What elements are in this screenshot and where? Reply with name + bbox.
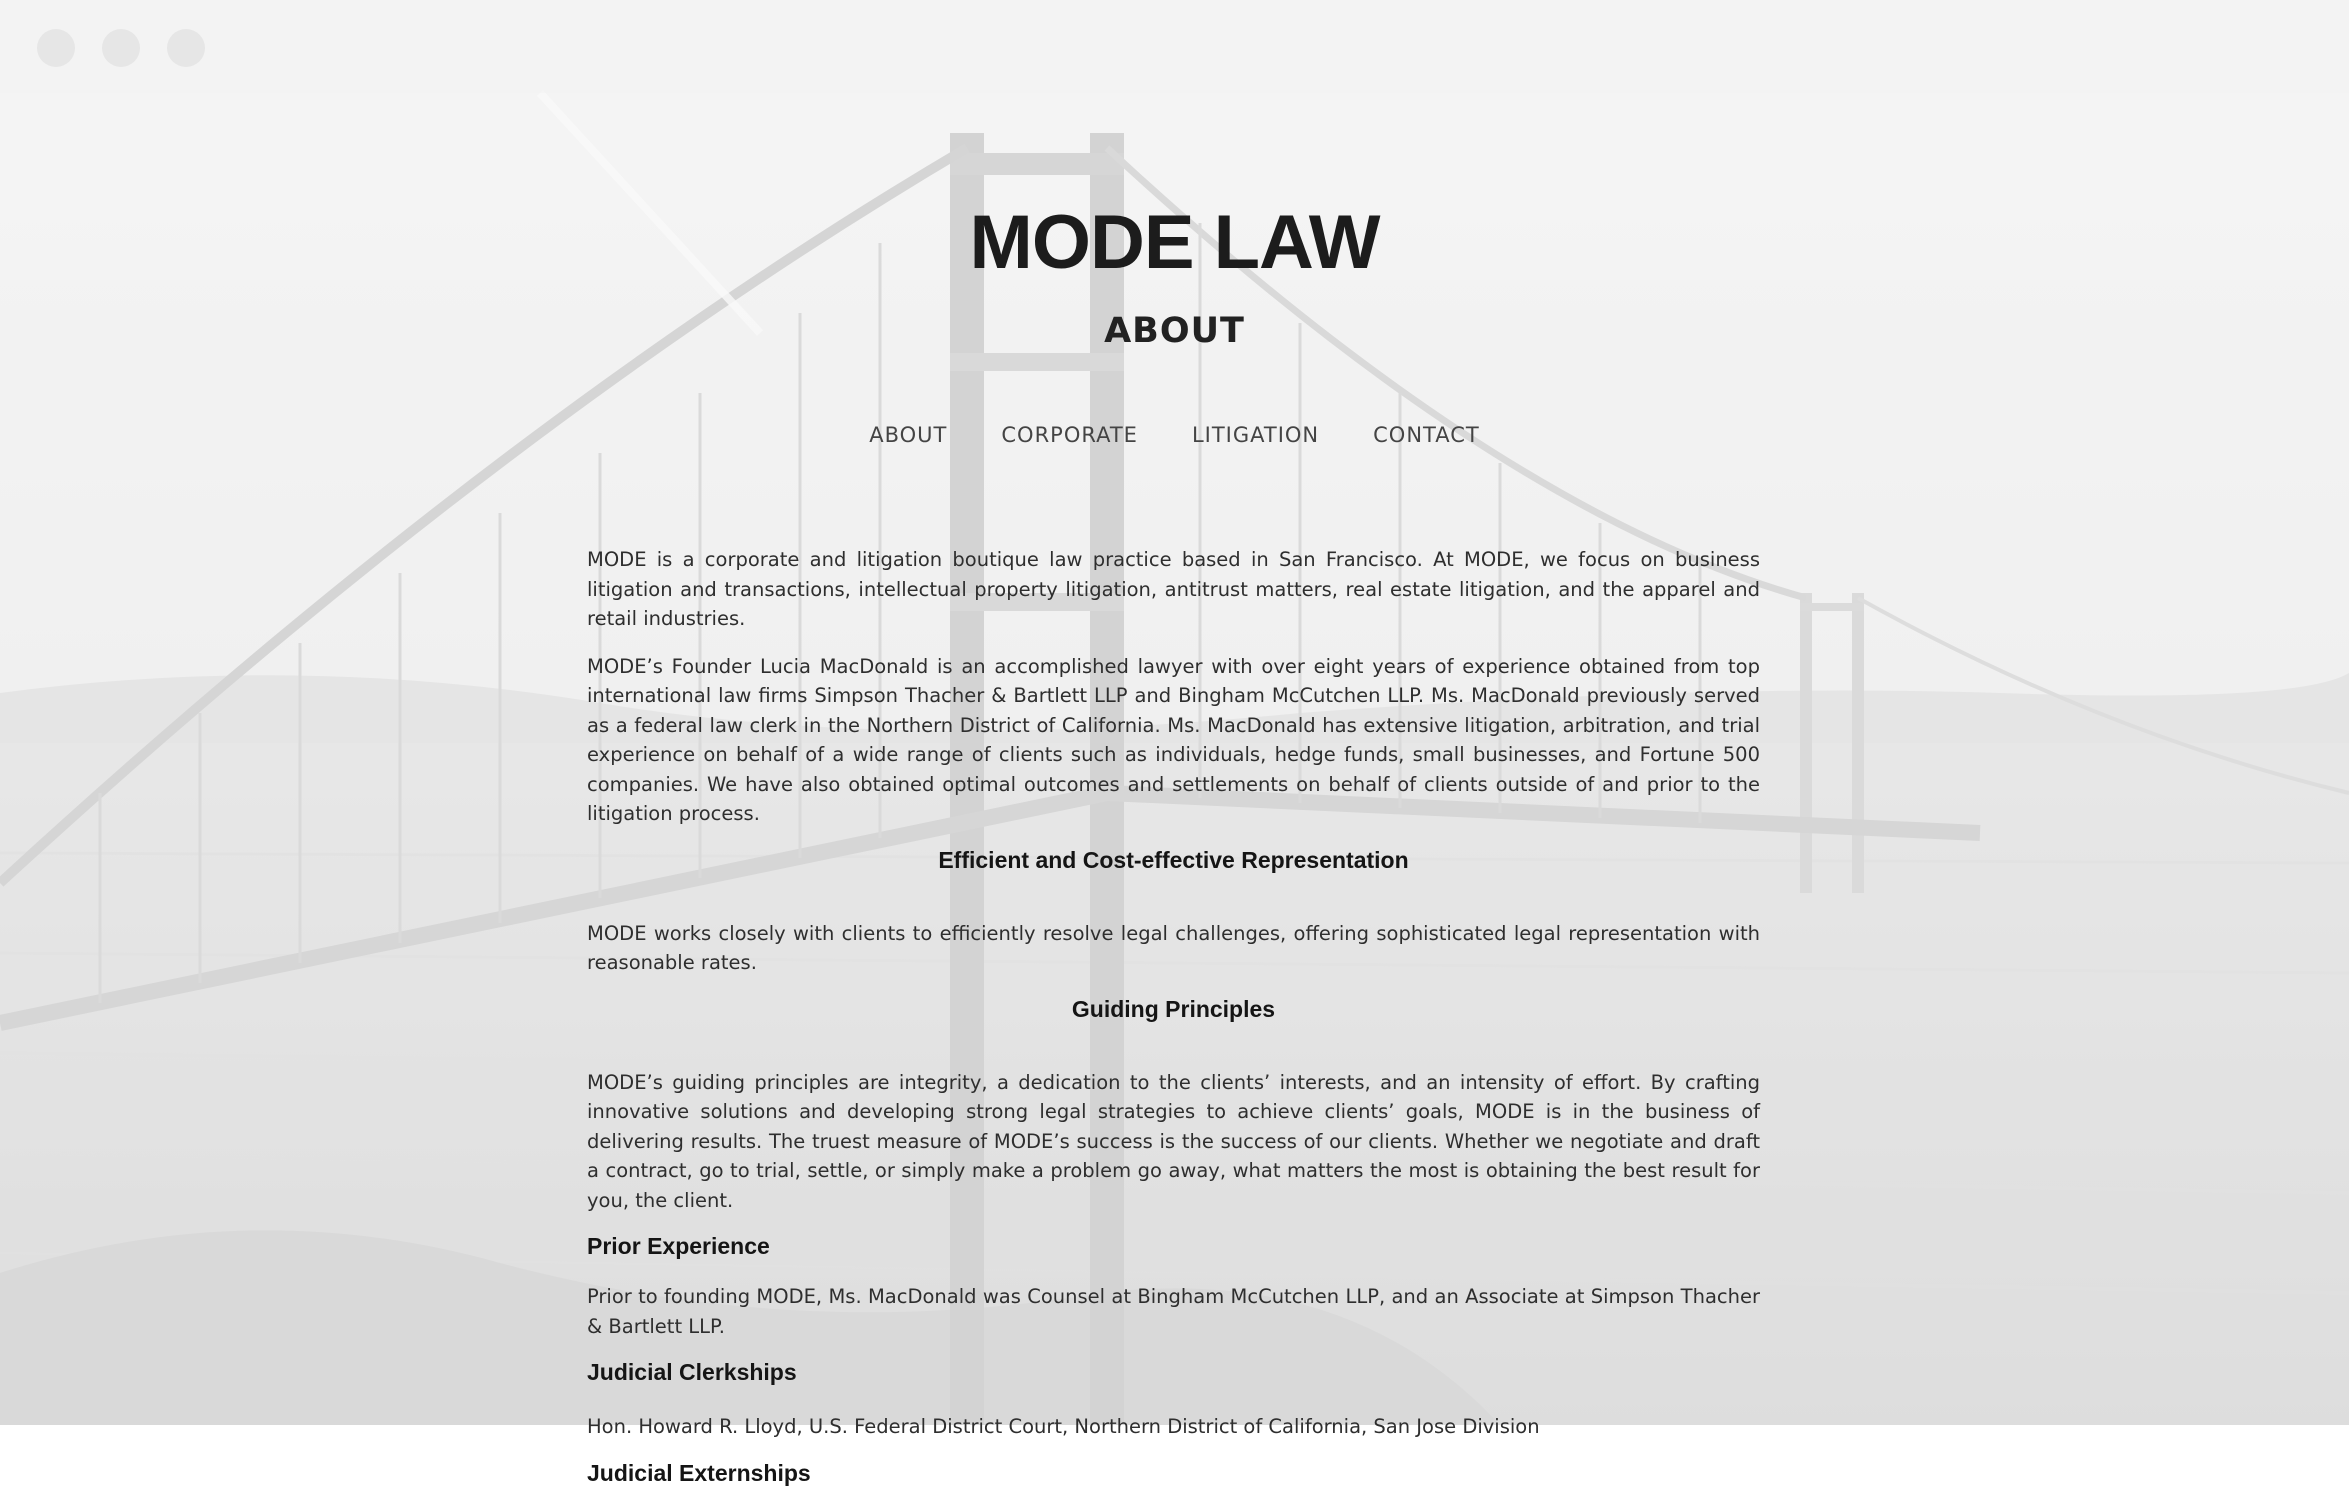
prior-experience-heading: Prior Experience bbox=[587, 1233, 770, 1259]
about-content bbox=[587, 545, 1760, 1487]
nav-about[interactable]: ABOUT bbox=[869, 423, 948, 447]
main-nav bbox=[0, 423, 2349, 447]
nav-contact[interactable]: CONTACT bbox=[1373, 423, 1480, 447]
title-bar bbox=[0, 0, 2349, 93]
principles-paragraph: MODE’s guiding principles are integrity, a dedication to the clients’ interests, and an intensity of effort. By crafting innovative solutions and developing strong legal strategies to achieve clients’ goals, MODE is in the business of delivering results. The truest measure of MODE’s success is the success of our clients. Whether we negotiate and draft a contract, go to trial, settle, or simply make a problem go away, what matters the most is obtaining the best result for you, the client. bbox=[587, 1070, 1760, 1212]
intro-paragraph: MODE is a corporate and litigation boutique law practice based in San Francisco. At MODE, we focus on business litigation and transactions, intellectual property litigation, antitrust matters, real estate litigation, and the apparel and retail industries. bbox=[587, 548, 1760, 630]
page-viewport bbox=[0, 93, 2349, 1486]
efficient-paragraph: MODE works closely with clients to efficiently resolve legal challenges, offering sophisticated legal representation with reasonable rates. bbox=[587, 921, 1760, 974]
founder-paragraph: MODE’s Founder Lucia MacDonald is an accomplished lawyer with over eight years of experience obtained from top international law firms Simpson Thacher & Bartlett LLP and Bingham McCutchen LLP. Ms. MacDonald previously served as a federal law clerk in the Northern District of California. Ms. MacDonald has extensive litigation, arbitration, and trial experience on behalf of a wide range of clients such as individuals, hedge funds, small businesses, and Fortune 500 companies. We have also obtained optimal outcomes and settlements on behalf of clients outside of and prior to the litigation process. bbox=[587, 654, 1760, 825]
minimize-dot[interactable] bbox=[102, 29, 140, 67]
prior-experience-paragraph: Prior to founding MODE, Ms. MacDonald was Counsel at Bingham McCutchen LLP, and an Associate at Simpson Thacher & Bartlett LLP. bbox=[587, 1285, 1760, 1338]
page-title: ABOUT bbox=[1104, 311, 1245, 351]
efficient-heading: Efficient and Cost-effective Representation bbox=[938, 846, 1409, 873]
nav-corporate[interactable]: CORPORATE bbox=[1001, 423, 1138, 447]
close-dot[interactable] bbox=[37, 29, 75, 67]
maximize-dot[interactable] bbox=[167, 29, 205, 67]
site-title[interactable]: MODE LAW bbox=[969, 200, 1380, 285]
clerkships-paragraph: Hon. Howard R. Lloyd, U.S. Federal District Court, Northern District of California, San Jose Division bbox=[587, 1415, 1540, 1438]
clerkships-heading: Judicial Clerkships bbox=[587, 1359, 797, 1385]
externships-heading: Judicial Externships bbox=[587, 1459, 811, 1486]
principles-heading: Guiding Principles bbox=[1071, 995, 1276, 1022]
nav-litigation[interactable]: LITIGATION bbox=[1191, 423, 1320, 447]
